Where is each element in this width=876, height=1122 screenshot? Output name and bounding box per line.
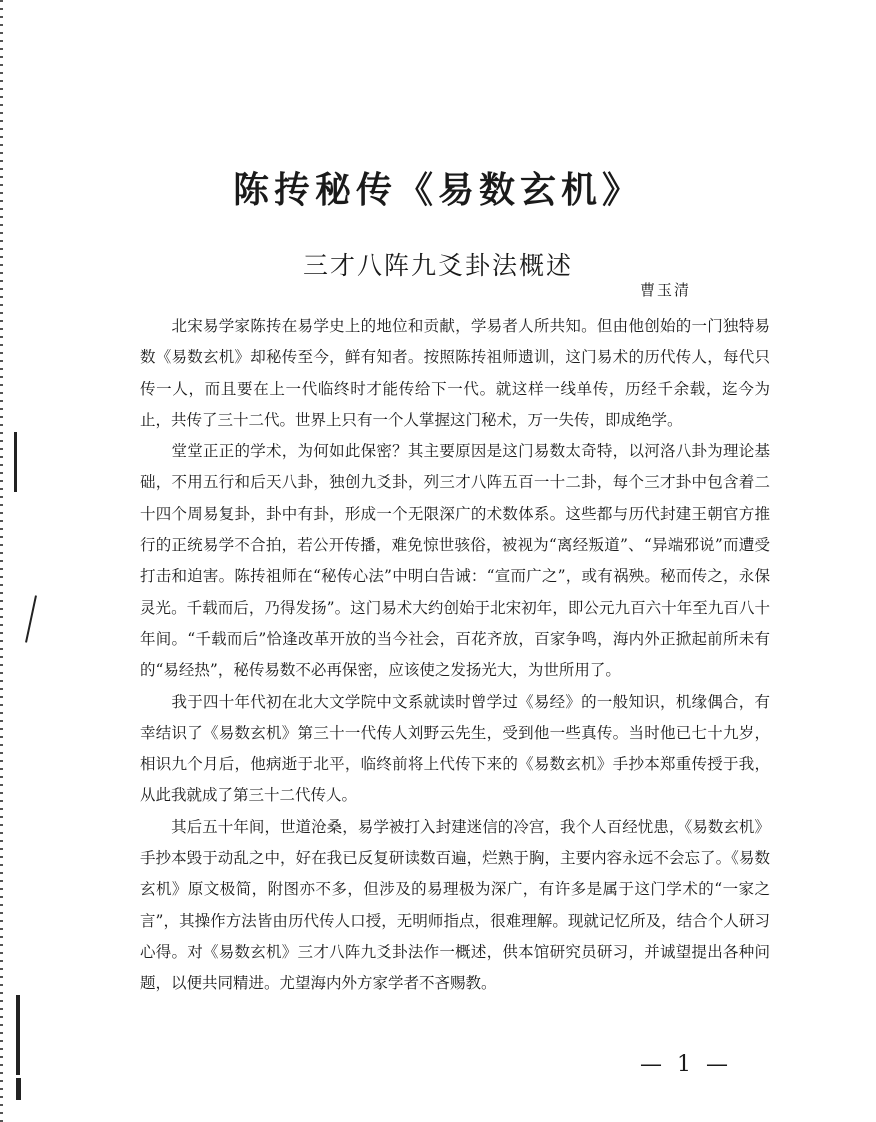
paragraph: 我于四十年代初在北大文学院中文系就读时曾学过《易经》的一般知识，机缘偶合，有幸结识了《易数玄机》第三十一代传人刘野云先生，受到他一些真传。当时他已七十九岁，相识九个月后，他病逝于北平，临终前将上代传下来的《易数玄机》手抄本郑重传授于我，从此我就成了第三十二代传人。 [140, 692, 770, 805]
paragraph: 北宋易学家陈抟在易学史上的地位和贡献，学易者人所共知。但由他创始的一门独特易数《易数玄机》却秘传至今，鲜有知者。按照陈抟祖师遗训，这门易术的历代传人，每代只传一人，而且要在上一代临终时才能传给下一代。就这样一线单传，历经千余载，迄今为止，共传了三十二代。世界上只有一个人掌握这门秘术，万一失传，即成绝学。 [140, 317, 770, 429]
page-title: 陈抟秘传《易数玄机》 [232, 169, 643, 211]
scan-artifact [16, 995, 20, 1075]
paragraph: 堂堂正正的学术，为何如此保密？其主要原因是这门易数太奇特，以河洛八卦为理论基础，不用五行和后天八卦，独创九爻卦，列三才八阵五百一十二卦，每个三才卦中包含着二十四个周易复卦，卦中有卦，形成一个无限深广的术数体系。这些都与历代封建王朝官方推行的正统易学不合拍，若公开传播，难免惊世骇俗，被视为“离经叛道”、“异端邪说”而遭受打击和迫害。陈抟祖师在“秘传心法”中明白告诫：“宣而广之”，或有祸殃。秘而传之，永保灵光。千载而后，乃得发扬”。这门易术大约创始于北宋初年，即公元九百六十年至九百八十年间。“千载而后”恰逢改革开放的当今社会，百花齐放，百家争鸣，海内外正掀起前所未有的“易经热”，秘传易数不必再保密，应该使之发扬光大，为世所用了。 [140, 442, 770, 680]
scan-artifact [25, 595, 37, 642]
page-subtitle: 三才八阵九爻卦法概述 [302, 251, 573, 280]
page-number: — 1 — [640, 1052, 732, 1077]
scan-artifact [14, 432, 17, 492]
author-name: 曹玉清 [640, 281, 692, 299]
article-body [140, 311, 770, 1000]
scan-artifact [16, 1078, 21, 1100]
paragraph: 其后五十年间，世道沧桑，易学被打入封建迷信的冷宫，我个人百经忧患，《易数玄机》手抄本毁于动乱之中，好在我已反复研读数百遍，烂熟于胸，主要内容永远不会忘了。《易数玄机》原文极简，附图亦不多，但涉及的易理极为深广，有许多是属于这门学术的“一家之言”，其操作方法皆由历代传人口授，无明师指点，很难理解。现就记忆所及，结合个人研习心得。对《易数玄机》三才八阵九爻卦法作一概述，供本馆研究员研习，并诚望提出各种问题，以便共同精进。尤望海内外方家学者不吝赐教。 [140, 817, 770, 993]
